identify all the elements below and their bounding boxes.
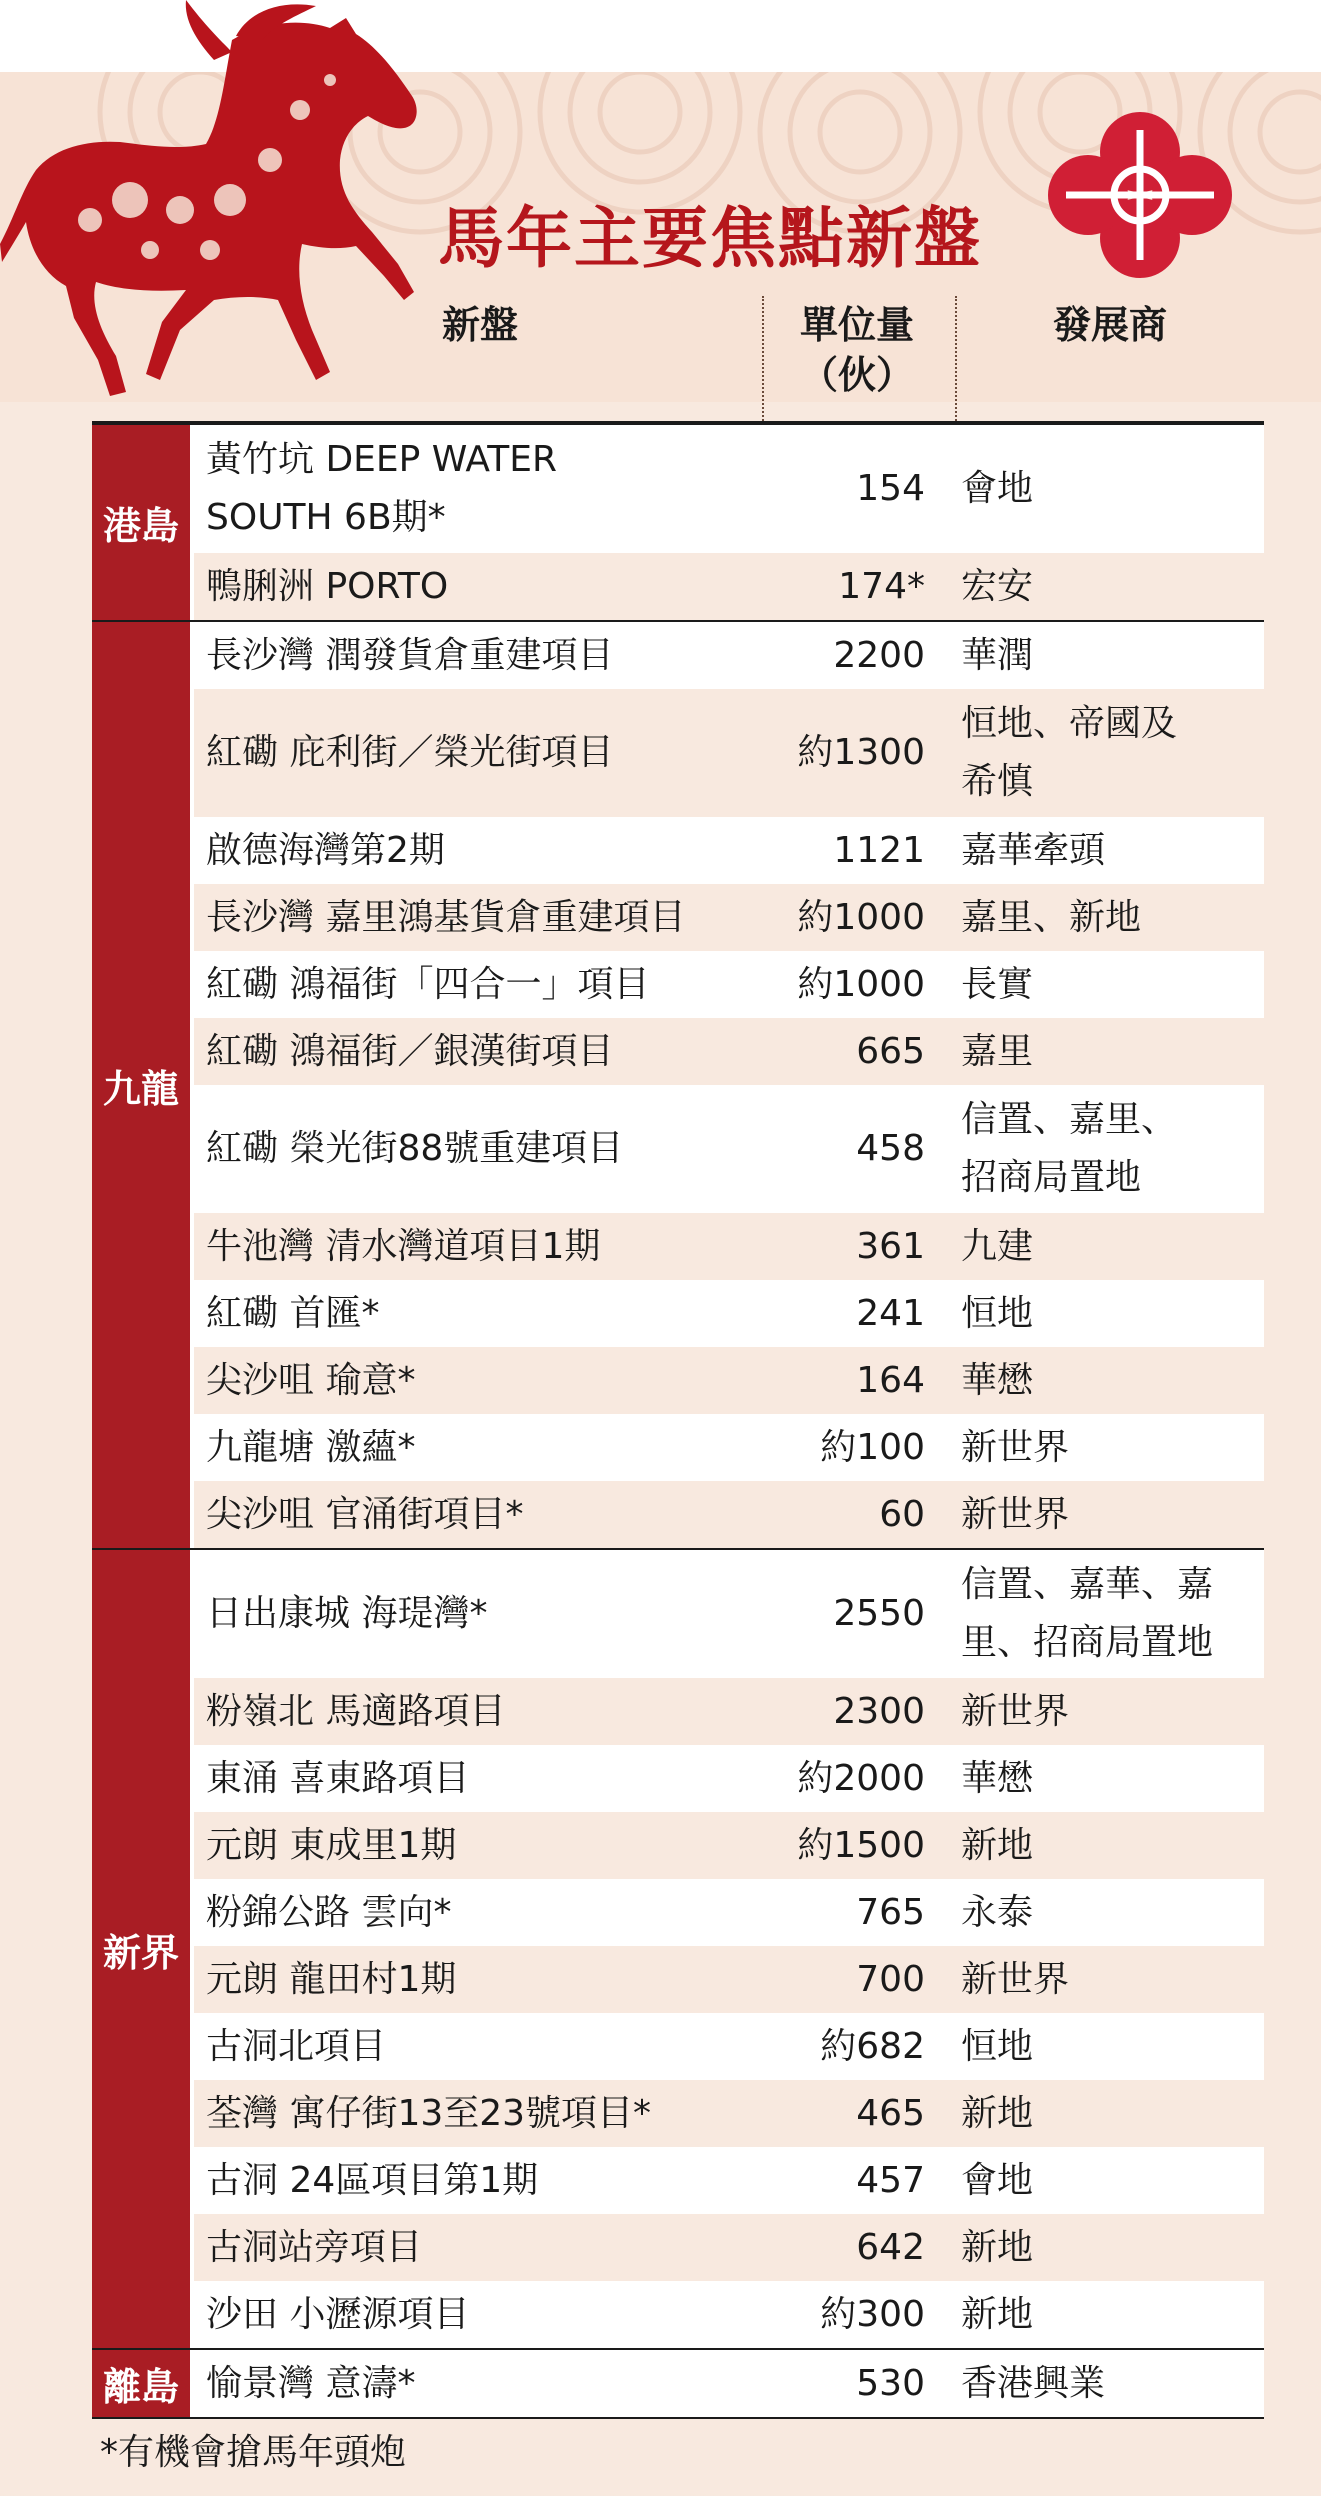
developer: [947, 1884, 1262, 1942]
project-name: [194, 2152, 752, 2210]
developer-line: 嘉里、新地: [961, 896, 1142, 938]
project-name: [194, 1285, 752, 1343]
table-row: [194, 689, 1264, 817]
unit-count: 2200: [833, 634, 925, 676]
developer-line: 長實: [961, 963, 1034, 1005]
developer: [947, 956, 1262, 1014]
developer: [947, 695, 1262, 811]
project-name: [194, 1023, 752, 1081]
region-label: 新界: [92, 1550, 194, 2348]
unit-count: 2300: [833, 1690, 925, 1732]
table-row: [194, 2214, 1264, 2281]
project-name: [194, 2355, 752, 2413]
unit-count: 154: [856, 468, 925, 509]
project-name-line: 古洞站旁項目: [206, 2226, 423, 2268]
developer: [947, 889, 1262, 947]
project-name: [194, 558, 752, 616]
developer-line: 九建: [961, 1225, 1034, 1267]
table-row: [194, 1678, 1264, 1745]
table-row: [194, 1213, 1264, 1280]
table-row: [194, 1745, 1264, 1812]
table-row: [194, 1347, 1264, 1414]
project-name: [194, 2286, 752, 2344]
unit-count: 174*: [838, 565, 925, 607]
developer-line: 華潤: [961, 634, 1034, 676]
table-row: [194, 2147, 1264, 2214]
project-name: [194, 627, 752, 685]
unit-count: 約1000: [797, 963, 925, 1005]
developer: [947, 2018, 1262, 2076]
table-row: [194, 1879, 1264, 1946]
unit-count: 164: [856, 1359, 925, 1401]
project-name-line: 尖沙咀 官涌街項目*: [206, 1493, 524, 1535]
developer: [947, 460, 1262, 518]
project-name: [194, 1683, 752, 1741]
developer: [947, 1419, 1262, 1477]
project-name: [194, 1486, 752, 1544]
project-name-line: SOUTH 6B期*: [206, 497, 446, 538]
unit-count: 約300: [820, 2293, 925, 2335]
project-name-line: 日出康城 海瑅灣*: [206, 1593, 488, 1634]
project-name-line: 尖沙咀 瑜意*: [206, 1359, 416, 1401]
table-row: [194, 2281, 1264, 2348]
developer: [947, 1951, 1262, 2009]
project-name-line: 九龍塘 激蘊*: [206, 1426, 416, 1468]
developer: [947, 2152, 1262, 2210]
developer-line: 新地: [961, 2226, 1034, 2268]
developer-line: 宏安: [961, 565, 1034, 607]
developer-line: 新世界: [961, 1426, 1070, 1468]
developer: [947, 1556, 1262, 1672]
developer: [947, 2355, 1262, 2413]
developer-line: 恒地: [961, 1292, 1034, 1334]
developer-line: 信置、嘉華、嘉: [961, 1564, 1214, 1605]
unit-count: 241: [856, 1292, 925, 1334]
project-name-line: 荃灣 寓仔街13至23號項目*: [206, 2092, 652, 2134]
developer: [947, 2085, 1262, 2143]
developer-line: 恒地: [961, 2025, 1034, 2067]
developer-line: 永泰: [961, 1891, 1034, 1933]
project-name-line: 長沙灣 嘉里鴻基貨倉重建項目: [206, 896, 686, 938]
developer-line: 嘉里: [961, 1030, 1034, 1072]
unit-count: 約1000: [797, 896, 925, 938]
table-row: [194, 1085, 1264, 1213]
project-name-line: 黃竹坑 DEEP WATER: [206, 439, 558, 480]
developer-line: 新世界: [961, 1690, 1070, 1732]
project-name-line: 愉景灣 意濤*: [206, 2362, 416, 2404]
project-name-line: 元朗 龍田村1期: [206, 1958, 457, 2000]
project-name: [194, 1218, 752, 1276]
region-label: 九龍: [92, 622, 194, 1548]
unit-count: 700: [856, 1958, 925, 2000]
project-name: [194, 431, 752, 547]
developer-line: 華懋: [961, 1757, 1034, 1799]
project-name: [194, 1585, 752, 1643]
unit-count: 457: [856, 2159, 925, 2201]
region-group: [92, 1550, 1264, 2350]
table-row: [194, 1481, 1264, 1548]
developer-line: 招商局置地: [961, 1157, 1142, 1198]
page-title: 馬年主要焦點新盤: [438, 200, 982, 277]
table-row: [194, 2013, 1264, 2080]
project-name: [194, 2018, 752, 2076]
table-row: [194, 1946, 1264, 2013]
project-name-line: 鴨脷洲 PORTO: [206, 565, 449, 607]
developer-line: 新世界: [961, 1493, 1070, 1535]
developer-line: 新地: [961, 1824, 1034, 1866]
developer: [947, 1486, 1262, 1544]
unit-count: 465: [856, 2092, 925, 2134]
header-units-line1: 單位量: [799, 303, 914, 347]
project-name-line: 粉嶺北 馬適路項目: [206, 1690, 506, 1732]
project-name-line: 東涌 喜東路項目: [206, 1757, 470, 1799]
developer-line: 香港興業: [961, 2362, 1106, 2404]
project-name: [194, 822, 752, 880]
developer: [947, 1352, 1262, 1410]
project-name-line: 長沙灣 潤發貨倉重建項目: [206, 634, 614, 676]
developer-line: 華懋: [961, 1359, 1034, 1401]
unit-count: 約100: [820, 1426, 925, 1468]
region-label: 離島: [92, 2350, 194, 2417]
header-name: 新盤: [441, 303, 518, 347]
developer: [947, 1750, 1262, 1808]
table-row: [194, 553, 1264, 620]
table-row: [194, 1280, 1264, 1347]
unit-count: 2550: [833, 1593, 925, 1634]
developer: [947, 1091, 1262, 1207]
table-row: [194, 1550, 1264, 1678]
lucky-knot-icon: [1040, 110, 1240, 280]
project-name: [194, 1352, 752, 1410]
unit-count: 361: [856, 1225, 925, 1267]
developer: [947, 2286, 1262, 2344]
table-row: [194, 817, 1264, 884]
table-row: [194, 1812, 1264, 1879]
developer: [947, 1285, 1262, 1343]
unit-count: 530: [856, 2362, 925, 2404]
table-row: [194, 2350, 1264, 2417]
developer: [947, 1817, 1262, 1875]
project-name-line: 古洞 24區項目第1期: [206, 2159, 539, 2201]
unit-count: 665: [856, 1030, 925, 1072]
project-name: [194, 2219, 752, 2277]
project-name-line: 粉錦公路 雲向*: [206, 1891, 452, 1933]
project-name: [194, 889, 752, 947]
unit-count: 765: [856, 1891, 925, 1933]
projects-table: [92, 425, 1264, 2419]
project-name-line: 紅磡 榮光街88號重建項目: [206, 1128, 624, 1169]
developer: [947, 822, 1262, 880]
table-row: [194, 425, 1264, 553]
table-row: [194, 951, 1264, 1018]
unit-count: 約682: [820, 2025, 925, 2067]
unit-count: 60: [879, 1493, 925, 1535]
region-group: [92, 622, 1264, 1550]
project-name-line: 元朗 東成里1期: [206, 1824, 457, 1866]
project-name-line: 紅磡 鴻福街／銀漢街項目: [206, 1030, 614, 1072]
project-name-line: 紅磡 鴻福街「四合一」項目: [206, 963, 650, 1005]
unit-count: 458: [856, 1128, 925, 1169]
project-name-line: 古洞北項目: [206, 2025, 387, 2067]
developer: [947, 2219, 1262, 2277]
header-units-line2: （伙）: [799, 353, 914, 397]
table-row: [194, 884, 1264, 951]
unit-count: 約1300: [797, 732, 925, 773]
project-name: [194, 1951, 752, 2009]
unit-count: 1121: [833, 829, 925, 871]
project-name-line: 沙田 小瀝源項目: [206, 2293, 470, 2335]
header-developer: 發展商: [1052, 303, 1167, 347]
project-name: [194, 1884, 752, 1942]
developer: [947, 1023, 1262, 1081]
table-row: [194, 1414, 1264, 1481]
region-label: 港島: [92, 425, 194, 620]
developer: [947, 627, 1262, 685]
developer-line: 會地: [961, 468, 1034, 509]
project-name: [194, 956, 752, 1014]
unit-count: 642: [856, 2226, 925, 2268]
developer-line: 會地: [961, 2159, 1034, 2201]
table-row: [194, 1018, 1264, 1085]
table-row: [194, 2080, 1264, 2147]
header-units: [762, 300, 952, 400]
project-name: [194, 1120, 752, 1178]
developer-line: 新地: [961, 2092, 1034, 2134]
horse-papercut-icon: [0, 0, 430, 420]
developer-line: 新地: [961, 2293, 1034, 2335]
developer: [947, 558, 1262, 616]
project-name: [194, 2085, 752, 2143]
table-row: [194, 622, 1264, 689]
project-name: [194, 1750, 752, 1808]
project-name-line: 紅磡 庇利街／榮光街項目: [206, 732, 614, 773]
unit-count: 約1500: [797, 1824, 925, 1866]
developer-line: 希慎: [961, 761, 1034, 802]
developer-line: 嘉華牽頭: [961, 829, 1106, 871]
unit-count: 約2000: [797, 1757, 925, 1799]
project-name: [194, 1817, 752, 1875]
project-name: [194, 1419, 752, 1477]
project-name-line: 牛池灣 清水灣道項目1期: [206, 1225, 601, 1267]
developer-line: 里、招商局置地: [961, 1622, 1214, 1663]
region-group: [92, 2350, 1264, 2419]
developer-line: 恒地、帝國及: [961, 703, 1178, 744]
developer-line: 新世界: [961, 1958, 1070, 2000]
region-group: [92, 425, 1264, 622]
developer: [947, 1683, 1262, 1741]
project-name-line: 啟德海灣第2期: [206, 829, 445, 871]
project-name: [194, 724, 752, 782]
developer: [947, 1218, 1262, 1276]
footnote: *有機會搶馬年頭炮: [100, 2432, 407, 2473]
project-name-line: 紅磡 首匯*: [206, 1292, 380, 1334]
developer-line: 信置、嘉里、: [961, 1099, 1178, 1140]
